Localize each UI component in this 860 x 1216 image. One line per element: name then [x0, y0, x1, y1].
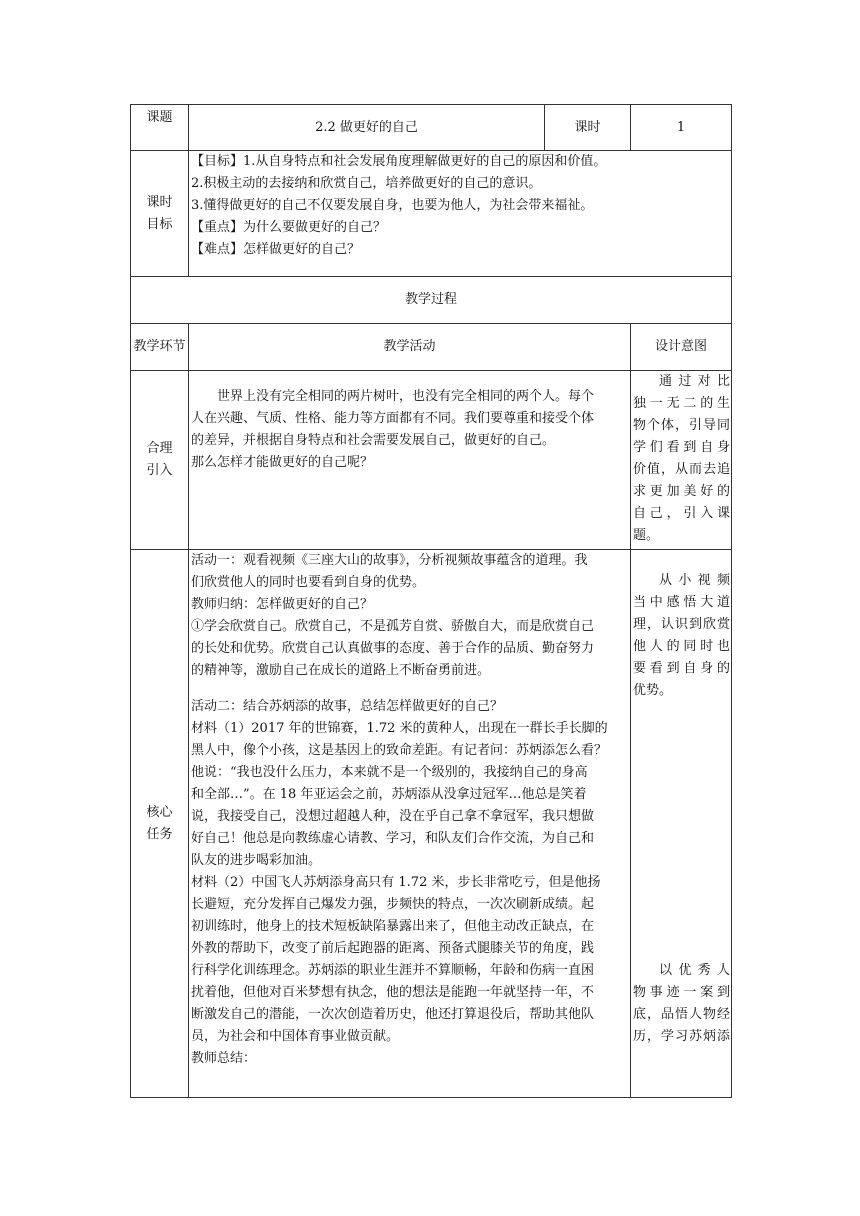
activity2-line: 材料（2）中国飞人苏炳添身高只有 1.72 米，步长非常吃亏，但是他扬 — [191, 875, 601, 890]
lesson-plan-table — [130, 104, 732, 1098]
period-label: 课时 — [574, 119, 601, 135]
core-intent-line: 要看到自身的 — [633, 661, 730, 676]
core-label-line2: 任务 — [146, 826, 173, 842]
activity2-line: 初训练时，他身上的技术短板缺陷暴露出来了，但他主动改正缺点，在 — [191, 919, 595, 934]
intro-activity-content — [189, 371, 631, 550]
intro-intent-line: 独一无二的生 — [633, 396, 730, 411]
intro-line: 世界上没有完全相同的两片树叶，也没有完全相同的两个人。每个 — [217, 389, 595, 404]
core-label-line1: 核心 — [146, 804, 173, 820]
activity2-line: 说，我接受自己，没想过超越人种，没在乎自己拿不拿冠军，我只想做 — [191, 809, 595, 824]
activity2-line: 好自己！他总是向教练虚心请教、学习，和队友们合作交流，为自己和 — [191, 831, 595, 846]
activity-column-header — [189, 324, 631, 371]
period-label-cell — [545, 105, 631, 151]
core-activity-content — [189, 550, 631, 1098]
intro-intent-line: 学们看到自身 — [633, 440, 730, 455]
intro-row — [131, 371, 732, 550]
core-intent-line: 以优秀人 — [659, 963, 730, 978]
activity1-line: 的长处和优势。欣赏自己认真做事的态度、善于合作的品质、勤奋努力 — [191, 641, 595, 656]
intro-intent-line: 求更加美好的 — [633, 484, 730, 499]
difficulty-line: 【难点】怎样做更好的自己？ — [191, 242, 361, 257]
activity2-line: 活动二：结合苏炳添的故事，总结怎样做更好的自己？ — [191, 699, 504, 714]
intro-line: 那么怎样才能做更好的自己呢？ — [191, 455, 374, 470]
activity1-line: 们欣赏他人的同时也要看到自身的优势。 — [191, 575, 426, 590]
activity1-line: 教师归纳：怎样做更好的自己？ — [191, 597, 374, 612]
activity2-line: 和全部…”。在 18 年亚运会之前，苏炳添从没拿过冠军…他总是笑着 — [191, 787, 587, 802]
intro-intent-content — [631, 371, 732, 550]
activity2-line: 行科学化训练理念。苏炳添的职业生涯并不算顺畅，年龄和伤病一直困 — [191, 963, 595, 978]
activity2-line: 材料（1）2017 年的世锦赛，1.72 米的黄种人，出现在一群长手长脚的 — [191, 721, 608, 736]
intent-column-header — [631, 324, 732, 371]
activity2-line: 扰着他，但他对百米梦想有执念，他的想法是能跑一年就坚持一年，不 — [191, 985, 595, 1000]
activity2-line: 长避短，充分发挥自己爆发力强，步频快的特点，一次次刷新成绩。起 — [191, 897, 595, 912]
core-intent-line: 历，学习苏炳添 — [633, 1029, 730, 1044]
intro-intent-line: 题。 — [633, 528, 660, 543]
objectives-row — [131, 151, 732, 277]
objectives-label-cell — [131, 151, 189, 277]
intro-label-line1: 合理 — [146, 441, 173, 456]
activity2-line: 员，为社会和中国体育事业做贡献。 — [191, 1029, 400, 1044]
core-intent-line: 物事迹一案到 — [633, 985, 730, 1000]
objective-line: 【目标】1.从自身特点和社会发展角度理解做更好的自己的原因和价值。 — [191, 154, 607, 169]
core-label-cell — [131, 550, 189, 1098]
topic-value-cell — [189, 105, 545, 151]
activity1-line: ①学会欣赏自己。欣赏自己，不是孤芳自赏、骄傲自大，而是欣赏自己 — [191, 619, 595, 634]
header-row — [131, 105, 732, 151]
activity2-line: 队友的进步喝彩加油。 — [191, 853, 322, 868]
activity1-line: 活动一：观看视频《三座大山的故事》，分析视频故事蕴含的道理。我 — [191, 553, 588, 568]
core-intent-line: 优势。 — [633, 683, 673, 698]
topic-label-cell — [131, 105, 189, 151]
activity2-line: 黑人中，像个小孩，这是基因上的致命差距。有记者问：苏炳添怎么看？ — [191, 743, 608, 758]
activity2-line: 外教的帮助下，改变了前后起跑器的距离、预备式腿膝关节的角度，践 — [191, 941, 595, 956]
intro-intent-line: 价值，从而去追 — [633, 462, 730, 477]
core-intent-line: 从小视频 — [659, 573, 730, 588]
intro-label-line2: 引入 — [146, 463, 173, 478]
column-header-row — [131, 324, 732, 371]
core-intent-line: 他人的同时也 — [633, 639, 730, 654]
stage-column-header — [131, 324, 189, 371]
intro-intent-line: 物个体，引导同 — [633, 418, 730, 433]
period-value-cell — [631, 105, 732, 151]
intent-spacer — [633, 702, 730, 960]
activity1-line: 的精神等，激励自己在成长的道路上不断奋勇前进。 — [191, 663, 491, 678]
process-title-row — [131, 277, 732, 324]
intro-line: 的差异，并根据自身特点和社会需要发展自己，做更好的自己。 — [191, 433, 556, 448]
intro-intent-line: 自己，引入课 — [633, 506, 730, 521]
topic-label: 课题 — [146, 110, 173, 125]
core-intent-line: 理，认识到欣赏 — [633, 617, 730, 632]
intro-intent-line: 通过对比 — [659, 374, 730, 389]
activity2-line: 断激发自己的潜能，一次次创造着历史，他还打算退役后，帮助其他队 — [191, 1007, 595, 1022]
intent-column-label: 设计意图 — [654, 339, 707, 354]
activity-column-label: 教学活动 — [383, 339, 436, 354]
intro-label-cell — [131, 371, 189, 550]
objectives-label-line2: 目标 — [146, 216, 173, 232]
stage-column-label: 教学环节 — [133, 339, 186, 354]
teacher-summary-line: 教师总结： — [191, 1051, 257, 1066]
core-intent-line: 底，品悟人物经 — [633, 1007, 730, 1022]
process-title: 教学过程 — [404, 292, 457, 307]
objective-line: 2.积极主动的去接纳和欣赏自己，培养做更好的自己的意识。 — [191, 176, 542, 191]
key-point-line: 【重点】为什么要做更好的自己？ — [191, 220, 387, 235]
paragraph-gap — [191, 682, 628, 696]
activity2-line: 他说：“我也没什么压力，本来就不是一个级别的，我接纳自己的身高 — [191, 765, 588, 780]
core-intent-line: 当中感悟大道 — [633, 595, 730, 610]
process-title-cell — [131, 277, 732, 324]
objectives-label-line1: 课时 — [146, 194, 173, 210]
core-intent-content — [631, 550, 732, 1098]
topic-value: 2.2 做更好的自己 — [315, 119, 418, 135]
period-value: 1 — [676, 119, 686, 135]
objectives-content — [189, 151, 732, 277]
core-task-row — [131, 550, 732, 1098]
objective-line: 3.懂得做更好的自己不仅要发展自身，也要为他人，为社会带来福祉。 — [191, 198, 594, 213]
intro-line: 人在兴趣、气质、性格、能力等方面都有不同。我们要尊重和接受个体 — [191, 411, 595, 426]
